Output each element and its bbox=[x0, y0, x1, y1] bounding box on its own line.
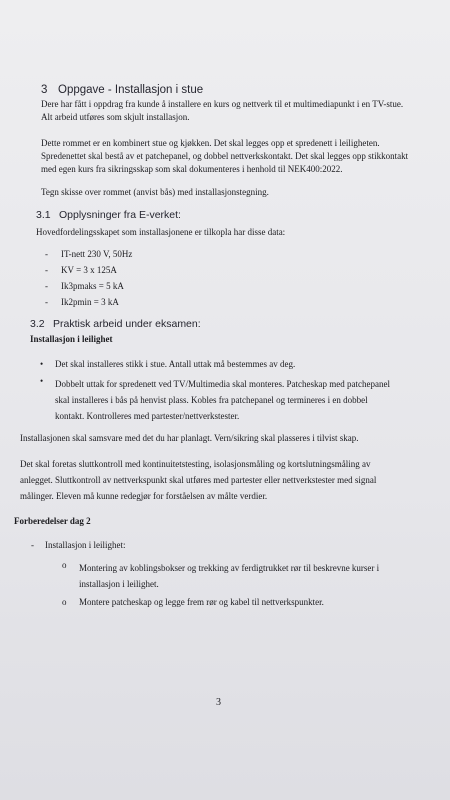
list-item-text: Ik2pmin = 3 kA bbox=[61, 297, 119, 307]
section-number: 3.1 bbox=[36, 209, 51, 221]
text-line: installasjon i leilighet. bbox=[79, 579, 159, 589]
sketch-instruction bbox=[41, 186, 269, 199]
dash-marker: - bbox=[45, 281, 48, 291]
text-line: Montering av koblingsbokser og trekking av ferdigtrukket rør til beskrevne kurser i bbox=[79, 563, 380, 573]
circle-marker: o bbox=[62, 560, 67, 570]
bullet-text bbox=[55, 376, 390, 424]
bullet-text: Det skal installeres stikk i stue. Antall uttak må bestemmes av deg. bbox=[55, 359, 296, 369]
section-title: Praktisk arbeid under eksamen: bbox=[53, 318, 201, 330]
text-line: kontakt. Kontrolleres med partester/nettverkstester. bbox=[55, 411, 240, 421]
text-line: Installasjonen skal samsvare med det du har planlagt. Vern/sikring skal plasseres i tilvist skap. bbox=[20, 433, 359, 443]
control-paragraph bbox=[20, 456, 376, 504]
page-number: 3 bbox=[216, 697, 221, 708]
prep-subitem-text: Montere patcheskap og legge frem rør og kabel til nettverkspunkter. bbox=[79, 597, 324, 607]
text-line: Spredenettet skal bestå av et patchepanel, og dobbel nettverkskontakt. Det skal legges opp stikkontakt bbox=[41, 151, 409, 161]
text-line: Alt arbeid utføres som skjult installasjon. bbox=[41, 112, 190, 122]
intro-paragraph bbox=[41, 98, 403, 124]
section-number: 3.2 bbox=[30, 318, 45, 330]
prep-heading bbox=[14, 515, 91, 528]
text-line: Forberedelser dag 2 bbox=[14, 516, 91, 526]
section-3-1-heading bbox=[36, 209, 181, 221]
dash-marker: - bbox=[45, 265, 48, 275]
dash-marker: - bbox=[45, 297, 48, 307]
circle-marker: o bbox=[62, 597, 67, 607]
text-line: Dette rommet er en kombinert stue og kjøkken. Det skal legges opp et spredenett i leiligheten. bbox=[41, 138, 380, 148]
text-line: med egen kurs fra sikringsskap som skal dokumenteres i henhold til NEK400:2022. bbox=[41, 164, 343, 174]
dash-marker: - bbox=[31, 540, 34, 550]
text-line: Tegn skisse over rommet (anvist bås) med installasjonstegning. bbox=[41, 187, 269, 197]
list-item-text: IT-nett 230 V, 50Hz bbox=[61, 249, 133, 259]
e-verket-intro bbox=[36, 226, 285, 239]
text-line: Installasjon i leilighet bbox=[30, 334, 113, 344]
installation-subheading bbox=[30, 333, 113, 346]
section-number: 3 bbox=[41, 84, 48, 96]
section-3-heading bbox=[41, 84, 203, 96]
section-3-2-heading bbox=[30, 318, 201, 330]
text-line: Hovedfordelingsskapet som installasjonene er tilkopla har disse data: bbox=[36, 227, 286, 237]
text-line: anlegget. Sluttkontroll av nettverkspunkt skal utføres med partester eller nettverkstester med signal bbox=[20, 475, 377, 485]
text-line: skal installeres i bås på henvist plass. Kobles fra patchepanel og termineres i en dobbel bbox=[55, 395, 368, 405]
plan-paragraph bbox=[20, 432, 359, 445]
section-title: Oppgave - Installasjon i stue bbox=[58, 84, 204, 96]
text-line: målinger. Eleven må kunne redegjør for forståelsen av målte verdier. bbox=[20, 491, 268, 501]
section-title: Opplysninger fra E-verket: bbox=[59, 209, 181, 221]
room-paragraph bbox=[41, 137, 408, 176]
dash-marker: - bbox=[45, 249, 48, 259]
list-item-text: Ik3pmaks = 5 kA bbox=[61, 281, 124, 291]
prep-item-text: Installasjon i leilighet: bbox=[45, 540, 126, 550]
text-line: Dere har fått i oppdrag fra kunde å installere en kurs og nettverk til et multimediapunkt i en TV-stue. bbox=[41, 99, 404, 109]
bullet-marker: • bbox=[40, 376, 44, 386]
prep-subitem-text bbox=[79, 560, 379, 592]
list-item-text: KV = 3 x 125A bbox=[61, 265, 117, 275]
text-line: Dobbelt uttak for spredenett ved TV/Multimedia skal monteres. Patcheskap med patchepanel bbox=[55, 379, 390, 389]
bullet-marker: • bbox=[40, 359, 44, 369]
text-line: Det skal foretas sluttkontroll med kontinuitetstesting, isolasjonsmåling og kortslutningsmåling av bbox=[20, 459, 371, 469]
